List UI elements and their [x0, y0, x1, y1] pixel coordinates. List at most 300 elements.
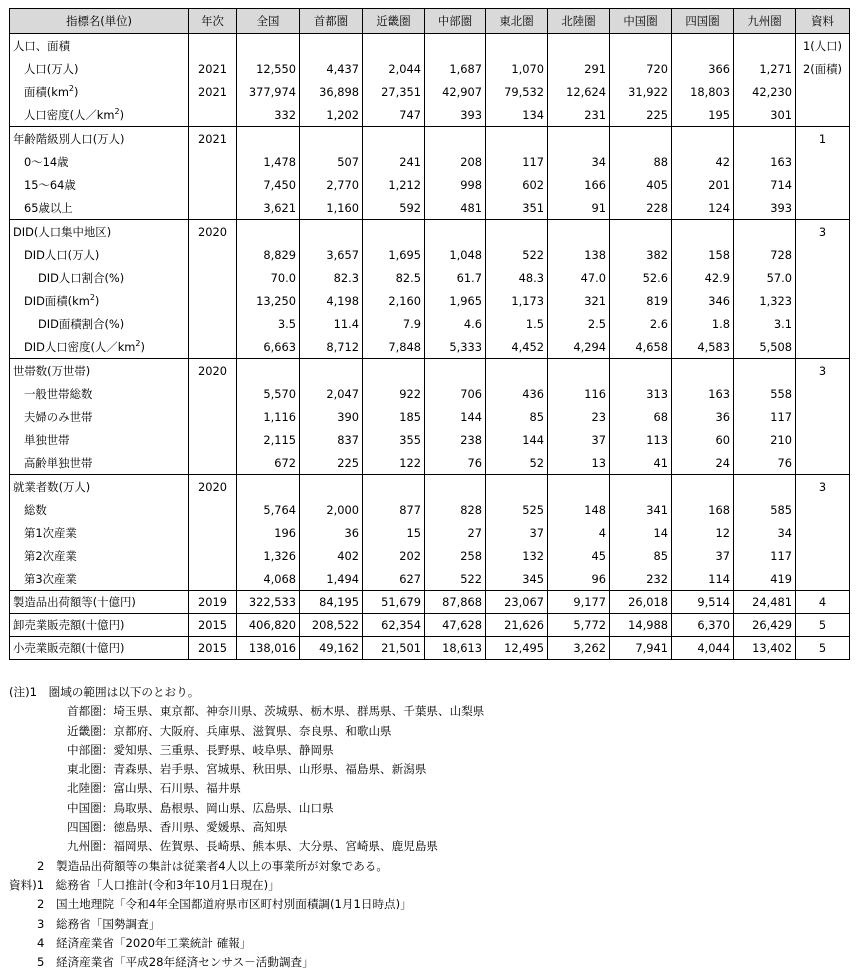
table-row	[10, 382, 850, 405]
indicator-label	[10, 614, 189, 637]
table-row	[10, 150, 850, 173]
value-cell: 57.0	[734, 266, 796, 289]
indicator-label	[10, 428, 189, 451]
indicator-label	[10, 335, 189, 359]
value-cell: 96	[548, 567, 610, 591]
indicator-label-text: 小売業販売額(十億円)	[13, 640, 125, 655]
note-2: 2 製造品出荷額等の集計は従業者4人以上の事業所が対象である。	[37, 858, 388, 873]
value-cell: 12,495	[486, 637, 548, 660]
source-cell: 3	[796, 475, 850, 499]
value-cell: 2,115	[237, 428, 300, 451]
value-cell: 4,294	[548, 335, 610, 359]
value-cell: 36	[300, 521, 363, 544]
indicator-label-end: )	[94, 293, 100, 308]
indicator-label-end: )	[74, 84, 79, 99]
value-cell	[548, 220, 610, 244]
year-cell: 2015	[189, 637, 237, 660]
value-cell: 828	[425, 498, 486, 521]
table-row	[10, 196, 850, 220]
indicator-label	[10, 150, 189, 173]
value-cell: 18,613	[425, 637, 486, 660]
value-cell: 321	[548, 289, 610, 312]
indicator-label	[10, 637, 189, 660]
value-cell	[610, 220, 672, 244]
value-cell	[237, 127, 300, 151]
value-cell: 45	[548, 544, 610, 567]
value-cell: 5,772	[548, 614, 610, 637]
value-cell: 291	[548, 57, 610, 80]
source-cell	[796, 451, 850, 475]
year-cell: 2021	[189, 80, 237, 103]
value-cell: 4,437	[300, 57, 363, 80]
value-cell	[237, 359, 300, 383]
value-cell: 7,848	[363, 335, 425, 359]
value-cell: 41	[610, 451, 672, 475]
region-definition: 九州圏：福岡県、佐賀県、長崎県、熊本県、大分県、宮崎県、鹿児島県	[67, 839, 439, 854]
year-cell	[189, 173, 237, 196]
value-cell: 1,965	[425, 289, 486, 312]
indicator-label-text: 65歳以上	[24, 200, 73, 215]
value-cell: 42,230	[734, 80, 796, 103]
table-body	[10, 34, 850, 660]
value-cell: 390	[300, 405, 363, 428]
value-cell	[548, 127, 610, 151]
value-cell: 228	[610, 196, 672, 220]
value-cell: 70.0	[237, 266, 300, 289]
indicator-label	[10, 359, 189, 383]
value-cell: 672	[237, 451, 300, 475]
column-header: 北陸圏	[548, 9, 610, 34]
source-cell: 2(面積)	[796, 57, 850, 80]
value-cell: 2,044	[363, 57, 425, 80]
indicator-label-text: 人口密度(人／km	[24, 107, 115, 122]
value-cell: 5,333	[425, 335, 486, 359]
value-cell: 52	[486, 451, 548, 475]
value-cell: 355	[363, 428, 425, 451]
indicator-label-text: 第3次産業	[24, 571, 77, 586]
table-row	[10, 637, 850, 660]
value-cell: 47.0	[548, 266, 610, 289]
indicator-label-text: DID人口(万人)	[24, 247, 100, 262]
source-cell	[796, 544, 850, 567]
source-cell	[796, 80, 850, 103]
value-cell: 88	[610, 150, 672, 173]
value-cell: 13,402	[734, 637, 796, 660]
value-cell: 82.5	[363, 266, 425, 289]
indicator-label-text: 面積(km	[24, 84, 69, 99]
value-cell	[300, 475, 363, 499]
value-cell: 301	[734, 103, 796, 127]
value-cell	[363, 359, 425, 383]
value-cell: 117	[734, 405, 796, 428]
value-cell: 85	[610, 544, 672, 567]
value-cell: 34	[734, 521, 796, 544]
column-header: 東北圏	[486, 9, 548, 34]
year-cell	[189, 498, 237, 521]
value-cell: 819	[610, 289, 672, 312]
value-cell: 36	[672, 405, 734, 428]
value-cell: 79,532	[486, 80, 548, 103]
table-row	[10, 498, 850, 521]
year-cell	[189, 289, 237, 312]
value-cell: 117	[486, 150, 548, 173]
unit-superscript: 2	[135, 338, 141, 348]
value-cell	[363, 220, 425, 244]
year-cell	[189, 103, 237, 127]
indicator-label	[10, 127, 189, 151]
value-cell: 345	[486, 567, 548, 591]
value-cell	[425, 34, 486, 58]
indicator-label-text: 一般世帯総数	[24, 386, 93, 401]
value-cell: 341	[610, 498, 672, 521]
value-cell: 132	[486, 544, 548, 567]
value-cell: 24,481	[734, 591, 796, 614]
value-cell: 31,922	[610, 80, 672, 103]
value-cell: 144	[486, 428, 548, 451]
source-cell	[796, 289, 850, 312]
notes-section	[9, 683, 854, 972]
value-cell: 138,016	[237, 637, 300, 660]
value-cell: 1.8	[672, 312, 734, 335]
value-cell: 5,764	[237, 498, 300, 521]
source-cell: 1	[796, 127, 850, 151]
value-cell: 313	[610, 382, 672, 405]
value-cell: 231	[548, 103, 610, 127]
indicator-label	[10, 312, 189, 335]
source-cell	[796, 173, 850, 196]
indicator-label-text: 世帯数(万世帯)	[13, 363, 91, 378]
value-cell: 148	[548, 498, 610, 521]
value-cell: 195	[672, 103, 734, 127]
value-cell: 6,663	[237, 335, 300, 359]
table-row	[10, 521, 850, 544]
value-cell: 627	[363, 567, 425, 591]
value-cell: 3,262	[548, 637, 610, 660]
value-cell	[486, 475, 548, 499]
indicator-label-text: DID(人口集中地区)	[13, 224, 112, 239]
value-cell: 602	[486, 173, 548, 196]
indicator-label-text: 年齢階級別人口(万人)	[13, 131, 125, 146]
source-item: 5 経済産業省「平成28年経済センサス－活動調査」	[37, 955, 314, 970]
value-cell: 208,522	[300, 614, 363, 637]
value-cell	[300, 34, 363, 58]
indicator-label-text: 製造品出荷額等(十億円)	[13, 594, 136, 609]
value-cell: 47,628	[425, 614, 486, 637]
value-cell: 3,621	[237, 196, 300, 220]
value-cell: 7,941	[610, 637, 672, 660]
value-cell: 27	[425, 521, 486, 544]
value-cell: 558	[734, 382, 796, 405]
value-cell: 1,494	[300, 567, 363, 591]
value-cell: 522	[425, 567, 486, 591]
region-definition: 中国圏：鳥取県、島根県、岡山県、広島県、山口県	[67, 800, 334, 815]
value-cell: 877	[363, 498, 425, 521]
value-cell: 1,326	[237, 544, 300, 567]
value-cell	[610, 475, 672, 499]
value-cell: 1.5	[486, 312, 548, 335]
value-cell: 42	[672, 150, 734, 173]
value-cell: 393	[425, 103, 486, 127]
value-cell: 419	[734, 567, 796, 591]
value-cell: 406,820	[237, 614, 300, 637]
column-header: 四国圏	[672, 9, 734, 34]
indicator-label-text: DID面積(km	[24, 293, 90, 308]
value-cell: 9,177	[548, 591, 610, 614]
value-cell: 185	[363, 405, 425, 428]
year-cell: 2020	[189, 475, 237, 499]
value-cell: 21,501	[363, 637, 425, 660]
value-cell: 5,508	[734, 335, 796, 359]
value-cell: 507	[300, 150, 363, 173]
value-cell: 322,533	[237, 591, 300, 614]
source-cell: 1(人口)	[796, 34, 850, 58]
value-cell: 706	[425, 382, 486, 405]
value-cell	[300, 359, 363, 383]
region-definition: 首都圏：埼玉県、東京都、神奈川県、茨城県、栃木県、群馬県、千葉県、山梨県	[67, 704, 485, 719]
source-cell	[796, 382, 850, 405]
year-cell	[189, 266, 237, 289]
year-cell: 2021	[189, 57, 237, 80]
value-cell: 113	[610, 428, 672, 451]
value-cell: 2.5	[548, 312, 610, 335]
table-row	[10, 544, 850, 567]
column-header: 全国	[237, 9, 300, 34]
column-header: 資料	[796, 9, 850, 34]
value-cell: 5,570	[237, 382, 300, 405]
indicator-label-text: 高齢単独世帯	[24, 455, 93, 470]
table-row	[10, 335, 850, 359]
value-cell: 14	[610, 521, 672, 544]
value-cell	[672, 220, 734, 244]
value-cell: 114	[672, 567, 734, 591]
value-cell	[363, 475, 425, 499]
value-cell: 13	[548, 451, 610, 475]
source-cell	[796, 103, 850, 127]
value-cell	[486, 220, 548, 244]
value-cell: 48.3	[486, 266, 548, 289]
note-1-heading: (注)1 圏域の範囲は以下のとおり。	[9, 685, 200, 699]
indicator-label-text: 15～64歳	[24, 177, 76, 192]
value-cell: 585	[734, 498, 796, 521]
source-cell	[796, 312, 850, 335]
source-cell	[796, 521, 850, 544]
column-header: 近畿圏	[363, 9, 425, 34]
value-cell	[237, 220, 300, 244]
table-row	[10, 243, 850, 266]
unit-superscript: 2	[68, 83, 75, 93]
value-cell: 163	[734, 150, 796, 173]
value-cell: 85	[486, 405, 548, 428]
value-cell	[672, 475, 734, 499]
year-cell	[189, 335, 237, 359]
value-cell: 42.9	[672, 266, 734, 289]
indicator-label	[10, 243, 189, 266]
value-cell: 922	[363, 382, 425, 405]
table-header-row	[10, 9, 850, 34]
value-cell: 714	[734, 173, 796, 196]
value-cell: 12,624	[548, 80, 610, 103]
value-cell: 366	[672, 57, 734, 80]
region-definition: 東北圏：青森県、岩手県、宮城県、秋田県、山形県、福島県、新潟県	[67, 762, 427, 777]
value-cell: 12	[672, 521, 734, 544]
value-cell: 1,478	[237, 150, 300, 173]
indicator-label-text: 総数	[24, 502, 47, 517]
column-header: 首都圏	[300, 9, 363, 34]
value-cell: 4.6	[425, 312, 486, 335]
table-row	[10, 57, 850, 80]
year-cell	[189, 382, 237, 405]
value-cell	[425, 127, 486, 151]
value-cell: 1,048	[425, 243, 486, 266]
column-header: 九州圏	[734, 9, 796, 34]
year-cell	[189, 150, 237, 173]
year-cell	[189, 451, 237, 475]
indicator-label-text: DID面積割合(%)	[38, 316, 125, 331]
year-cell: 2020	[189, 220, 237, 244]
value-cell	[548, 475, 610, 499]
value-cell: 27,351	[363, 80, 425, 103]
value-cell: 4,452	[486, 335, 548, 359]
value-cell: 7.9	[363, 312, 425, 335]
value-cell: 4	[548, 521, 610, 544]
value-cell: 1,323	[734, 289, 796, 312]
year-cell	[189, 243, 237, 266]
column-header: 指標名(単位)	[10, 9, 189, 34]
value-cell: 346	[672, 289, 734, 312]
indicator-label-text: 人口(万人)	[24, 61, 79, 76]
value-cell: 2,047	[300, 382, 363, 405]
year-cell	[189, 312, 237, 335]
indicator-label-text: 第2次産業	[24, 548, 77, 563]
value-cell: 436	[486, 382, 548, 405]
indicator-label	[10, 382, 189, 405]
value-cell	[672, 34, 734, 58]
value-cell: 1,695	[363, 243, 425, 266]
table-row	[10, 475, 850, 499]
year-cell: 2020	[189, 359, 237, 383]
value-cell: 124	[672, 196, 734, 220]
value-cell: 3,657	[300, 243, 363, 266]
table-row	[10, 359, 850, 383]
source-cell	[796, 243, 850, 266]
value-cell: 61.7	[425, 266, 486, 289]
value-cell	[237, 34, 300, 58]
value-cell: 3.5	[237, 312, 300, 335]
indicator-label-text: DID人口密度(人／km	[24, 339, 136, 354]
region-definition: 四国圏：徳島県、香川県、愛媛県、高知県	[67, 820, 288, 835]
source-cell	[796, 196, 850, 220]
value-cell: 122	[363, 451, 425, 475]
indicator-label	[10, 567, 189, 591]
indicator-label	[10, 220, 189, 244]
value-cell: 4,583	[672, 335, 734, 359]
value-cell: 481	[425, 196, 486, 220]
value-cell	[734, 127, 796, 151]
source-cell: 5	[796, 637, 850, 660]
source-cell: 3	[796, 220, 850, 244]
value-cell: 42,907	[425, 80, 486, 103]
value-cell: 21,626	[486, 614, 548, 637]
year-cell	[189, 34, 237, 58]
value-cell: 7,450	[237, 173, 300, 196]
indicator-label	[10, 173, 189, 196]
indicator-label	[10, 34, 189, 58]
value-cell: 68	[610, 405, 672, 428]
indicator-label	[10, 544, 189, 567]
indicator-label	[10, 196, 189, 220]
value-cell: 84,195	[300, 591, 363, 614]
value-cell: 26,429	[734, 614, 796, 637]
value-cell: 9,514	[672, 591, 734, 614]
table-row	[10, 220, 850, 244]
indicator-label-text: 第1次産業	[24, 525, 77, 540]
value-cell: 87,868	[425, 591, 486, 614]
value-cell: 166	[548, 173, 610, 196]
value-cell: 15	[363, 521, 425, 544]
table-row	[10, 405, 850, 428]
indicator-label-text: 単独世帯	[24, 432, 70, 447]
value-cell: 18,803	[672, 80, 734, 103]
value-cell: 158	[672, 243, 734, 266]
value-cell: 4,068	[237, 567, 300, 591]
value-cell: 202	[363, 544, 425, 567]
source-cell	[796, 405, 850, 428]
value-cell: 52.6	[610, 266, 672, 289]
source-cell	[796, 266, 850, 289]
table-row	[10, 312, 850, 335]
value-cell	[734, 475, 796, 499]
source-cell: 3	[796, 359, 850, 383]
value-cell: 4,198	[300, 289, 363, 312]
value-cell: 525	[486, 498, 548, 521]
indicator-label	[10, 266, 189, 289]
value-cell: 117	[734, 544, 796, 567]
value-cell: 351	[486, 196, 548, 220]
indicator-label	[10, 289, 189, 312]
value-cell: 196	[237, 521, 300, 544]
value-cell	[672, 127, 734, 151]
value-cell: 1,271	[734, 57, 796, 80]
source-cell	[796, 498, 850, 521]
value-cell: 522	[486, 243, 548, 266]
value-cell: 11.4	[300, 312, 363, 335]
year-cell	[189, 567, 237, 591]
value-cell: 405	[610, 173, 672, 196]
value-cell: 144	[425, 405, 486, 428]
indicator-label-text: 0～14歳	[24, 154, 69, 169]
indicator-label-end: )	[140, 339, 145, 354]
unit-superscript: 2	[114, 106, 120, 116]
indicator-label	[10, 475, 189, 499]
table-row	[10, 266, 850, 289]
value-cell: 258	[425, 544, 486, 567]
value-cell	[425, 359, 486, 383]
value-cell: 2,160	[363, 289, 425, 312]
unit-superscript: 2	[89, 292, 95, 302]
year-cell	[189, 405, 237, 428]
value-cell: 36,898	[300, 80, 363, 103]
value-cell: 1,116	[237, 405, 300, 428]
source-cell: 4	[796, 591, 850, 614]
value-cell: 238	[425, 428, 486, 451]
value-cell	[363, 127, 425, 151]
value-cell: 225	[610, 103, 672, 127]
value-cell: 168	[672, 498, 734, 521]
value-cell: 720	[610, 57, 672, 80]
value-cell: 37	[486, 521, 548, 544]
value-cell: 2,770	[300, 173, 363, 196]
indicator-label-end: )	[119, 107, 125, 122]
